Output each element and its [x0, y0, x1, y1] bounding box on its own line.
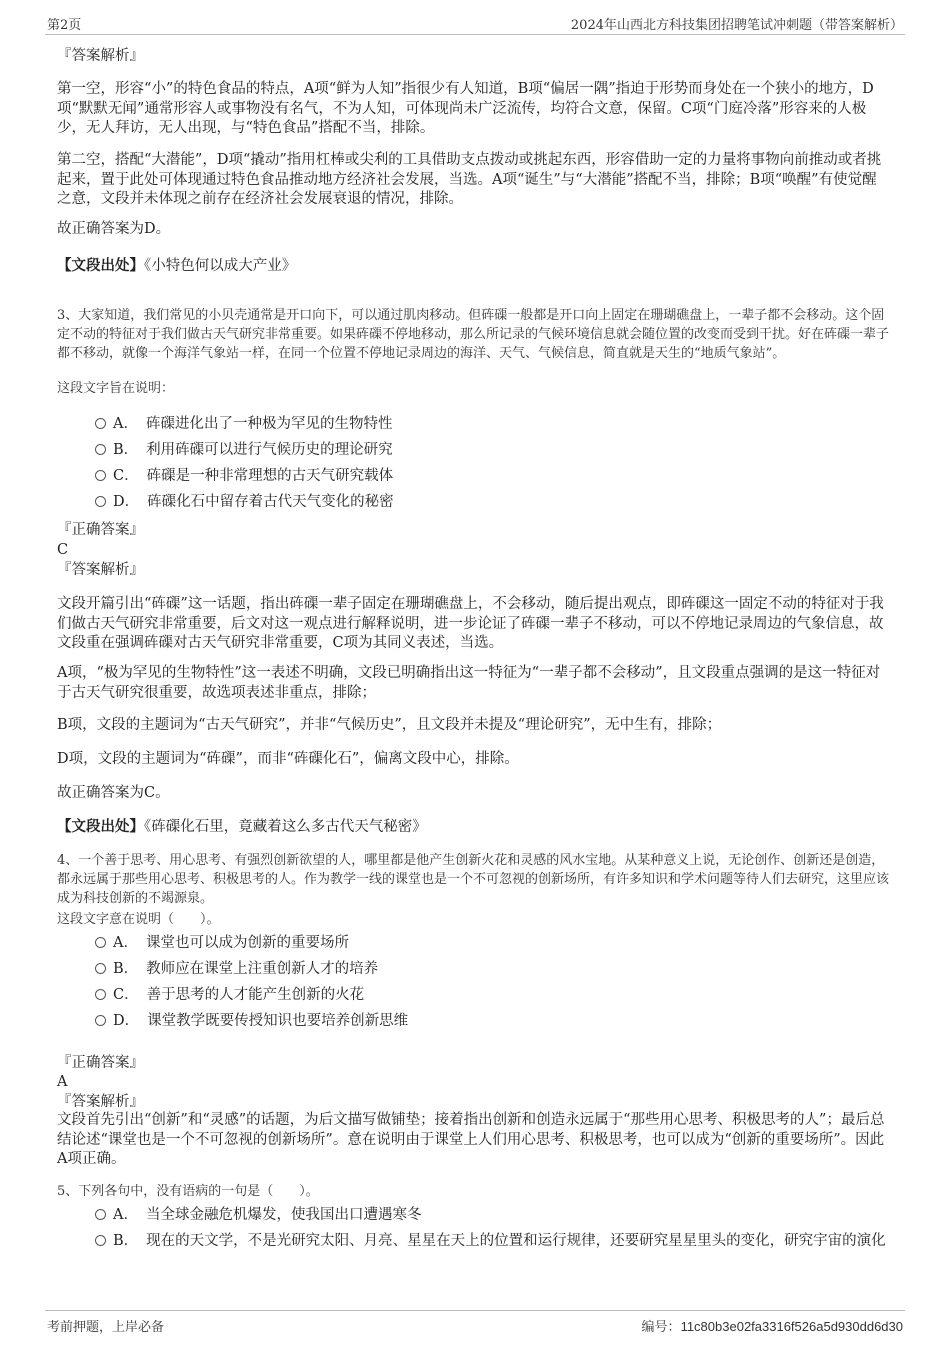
option-text: 善于思考的人才能产生创新的火花	[146, 987, 365, 1003]
q4-option-a[interactable]	[95, 933, 349, 953]
q3-option-a[interactable]	[95, 414, 392, 434]
radio-icon[interactable]	[95, 418, 106, 429]
radio-icon[interactable]	[95, 444, 106, 455]
q3-stem: 3、大家知道，我们常见的小贝壳通常是开口向下，可以通过肌肉移动。但砗磲一般都是开口向上固定在珊瑚礁盘上，一辈子都不会移动。这个固定不动的特征对于我们做古天气研究非常重要。如果砗磲不停地移动，那么所记录的气候环境信息就会随位置的改变而受到干扰。好在砗磲一辈子都不移动，就像一个海洋气象站一样，在同一个位置不停地记录周边的海洋、天气、气候信息，简直就是天生的“地质气象站”。	[57, 308, 890, 361]
q4-option-b[interactable]	[95, 959, 378, 979]
code-label: 编号：	[641, 1320, 681, 1335]
option-label: D．	[113, 1013, 140, 1029]
option-text: 课堂教学既要传授知识也要培养创新思维	[147, 1013, 409, 1029]
radio-icon[interactable]	[95, 496, 106, 507]
q4-answer-title: 『正确答案』	[57, 1055, 144, 1071]
option-label: B．	[113, 961, 139, 977]
q3-prompt: 这段文字旨在说明：	[57, 381, 175, 396]
option-text: 砗磲进化出了一种极为罕见的生物特性	[145, 416, 393, 432]
q4-prompt: 这段文字意在说明（ ）。	[57, 912, 220, 927]
option-text: 现在的天文学，不是光研究太阳、月亮、星星在天上的位置和运行规律，还要研究星星里头的变化，研究宇宙的演化	[146, 1233, 886, 1249]
q4-option-c[interactable]	[95, 985, 364, 1005]
document-code	[642, 1316, 903, 1335]
q3-analysis-title: 『答案解析』	[57, 562, 144, 578]
option-text: 课堂也可以成为创新的重要场所	[145, 935, 349, 951]
document-title: 2024年山西北方科技集团招聘笔试冲刺题（带答案解析）	[570, 18, 903, 33]
q3-answer: C	[57, 542, 69, 558]
option-text: 当全球金融危机爆发，使我国出口遭遇寒冬	[145, 1207, 422, 1223]
q3-option-d[interactable]	[95, 492, 394, 512]
q3-analysis-para4: D项，文段的主题词为“砗磲”，而非“砗磲化石”，偏离文段中心，排除。	[57, 751, 519, 767]
option-text: 砗磲化石中留存着古代天气变化的秘密	[147, 494, 394, 510]
q2-analysis-title: 『答案解析』	[57, 48, 144, 64]
q3-conclusion: 故正确答案为C。	[57, 785, 170, 801]
page-header	[45, 14, 905, 35]
q3-analysis-para1: 文段开篇引出“砗磲”这一话题，指出砗磲一辈子固定在珊瑚礁盘上，不会移动，随后提出观点，即砗磲这一固定不动的特征对于我们做古天气研究非常重要，后文对这一观点进行解释说明，进一步论证了砗磲一辈子不移动，可以不停地记录周边的气象信息，故文段重在强调砗磲对古天气研究非常重要，C项为其同义表述，当选。	[57, 596, 884, 651]
option-label: B．	[113, 1233, 139, 1249]
q2-source-label: 【文段出处】	[57, 257, 144, 274]
page-number: 第2页	[47, 18, 82, 33]
q3-source-text: 《砗磲化石里，竟藏着这么多古代天气秘密》	[144, 819, 427, 835]
radio-icon[interactable]	[95, 1015, 106, 1026]
page-footer	[45, 1310, 905, 1335]
option-text: 利用砗磲可以进行气候历史的理论研究	[146, 442, 393, 458]
option-text: 砗磲是一种非常理想的古天气研究载体	[146, 468, 394, 484]
footer-slogan: 考前押题，上岸必备	[47, 1320, 165, 1335]
q5-stem: 5、下列各句中，没有语病的一句是（ ）。	[57, 1184, 319, 1199]
q2-source	[57, 256, 890, 277]
q3-option-b[interactable]	[95, 440, 393, 460]
q5-option-b[interactable]	[95, 1231, 895, 1251]
q4-answer: A	[57, 1074, 68, 1090]
option-label: C．	[113, 468, 139, 484]
option-label: A．	[113, 416, 138, 432]
q3-source	[57, 817, 890, 838]
q5-option-a[interactable]	[95, 1205, 421, 1225]
option-text: 教师应在课堂上注重创新人才的培养	[146, 961, 379, 977]
radio-icon[interactable]	[95, 989, 106, 1000]
q4-analysis: 文段首先引出“创新”和“灵感”的话题，为后文描写做铺垫；接着指出创新和创造永远属于“那些用心思考、积极思考的人”；最后总结论述“课堂也是一个不可忽视的创新场所”。意在说明由于课堂上人们用心思考、积极思考，也可以成为“创新的重要场所”。因此A项正确。	[57, 1112, 885, 1167]
q3-source-label: 【文段出处】	[57, 818, 144, 835]
q4-stem: 4、一个善于思考、用心思考、有强烈创新欲望的人，哪里都是他产生创新火花和灵感的风水宝地。从某种意义上说，无论创作、创新还是创造，都永远属于那些用心思考、积极思考的人。作为教学一线的课堂也是一个不可忽视的创新场所，有许多知识和学术问题等待人们去研究，这里应该成为科技创新的不竭源泉。	[57, 853, 890, 906]
q2-conclusion: 故正确答案为D。	[57, 221, 171, 237]
q2-analysis-para1: 第一空，形容“小”的特色食品的特点，A项“鲜为人知”指很少有人知道，B项“偏居一隅”指迫于形势而身处在一个狭小的地方，D项“默默无闻”通常形容人或事物没有名气，不为人知，可体现尚未广泛流传，均符合文意，保留。C项“门庭冷落”形容来的人极少，无人拜访，无人出现，与“特色食品”搭配不当，排除。	[57, 81, 874, 136]
option-label: D．	[113, 494, 140, 510]
q4-option-d[interactable]	[95, 1011, 408, 1031]
radio-icon[interactable]	[95, 963, 106, 974]
option-label: B．	[113, 442, 139, 458]
option-label: C．	[113, 987, 139, 1003]
radio-icon[interactable]	[95, 1235, 106, 1246]
q2-source-text: 《小特色何以成大产业》	[144, 258, 297, 274]
option-label: A．	[113, 1207, 138, 1223]
radio-icon[interactable]	[95, 937, 106, 948]
q2-analysis-para2: 第二空，搭配“大潜能”，D项“撬动”指用杠棒或尖利的工具借助支点拨动或挑起东西，形容借助一定的力量将事物向前推动或者挑起来，置于此处可体现通过特色食品推动地方经济社会发展，当选。A项“诞生”与“大潜能”搭配不当，排除；B项“唤醒”有使觉醒之意，文段并未体现之前存在经济社会发展衰退的情况，排除。	[57, 152, 882, 207]
q4-analysis-title: 『答案解析』	[57, 1094, 144, 1110]
q3-answer-title: 『正确答案』	[57, 522, 144, 538]
q3-analysis-para3: B项，文段的主题词为“古天气研究”，并非“气候历史”，且文段并未提及“理论研究”，无中生有，排除；	[57, 717, 722, 733]
option-label: A．	[113, 935, 138, 951]
radio-icon[interactable]	[95, 1209, 106, 1220]
radio-icon[interactable]	[95, 470, 106, 481]
code-value: 11c80b3e02fa3316f526a5d930dd6d30	[680, 1319, 903, 1334]
q3-analysis-para2: A项，“极为罕见的生物特性”这一表述不明确，文段已明确指出这一特征为“一辈子都不会移动”，且文段重点强调的是这一特征对于古天气研究很重要，故选项表述非重点，排除；	[57, 665, 881, 701]
q3-option-c[interactable]	[95, 466, 393, 486]
